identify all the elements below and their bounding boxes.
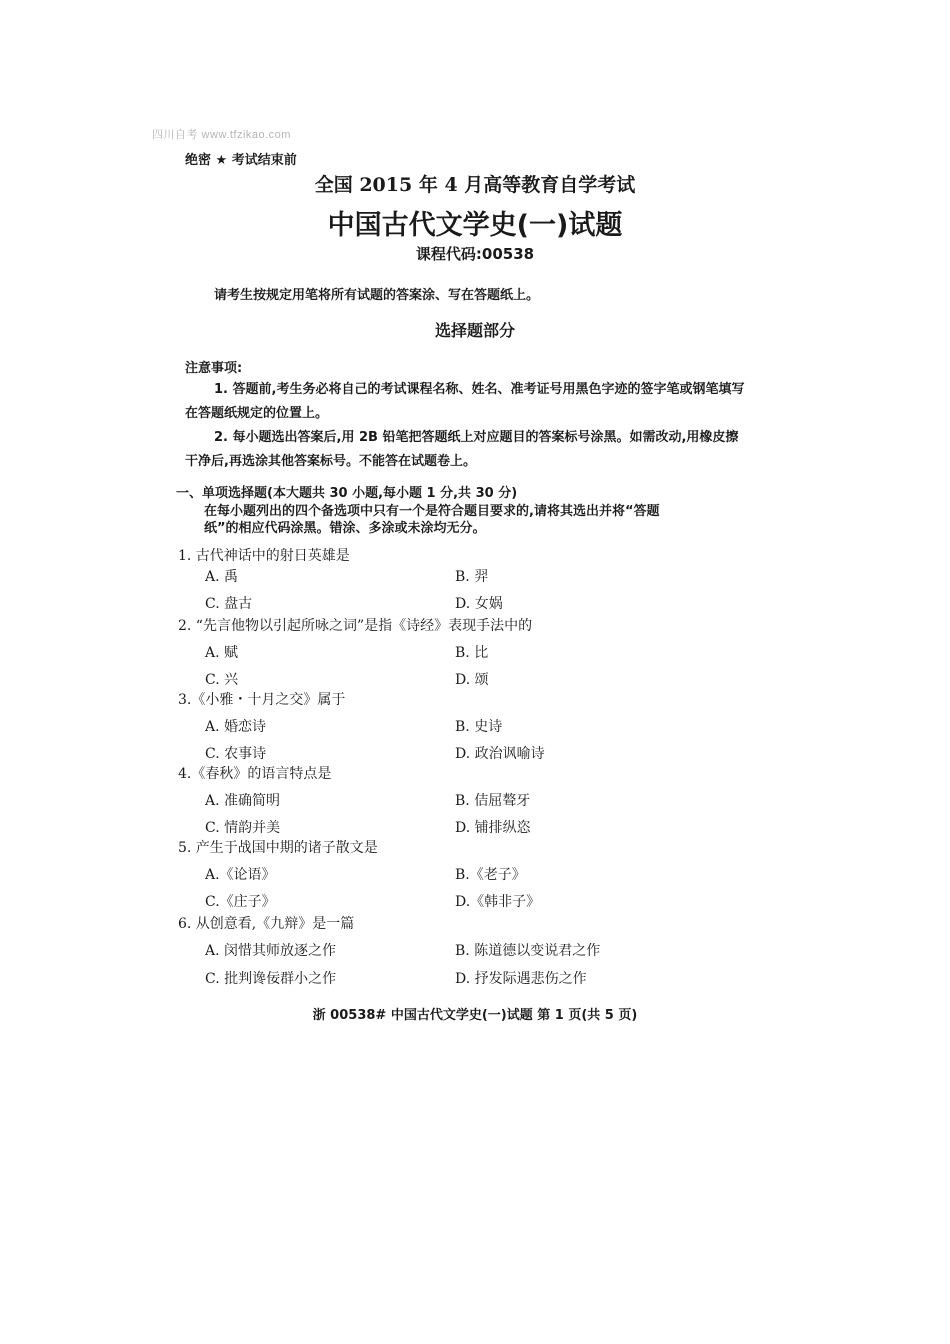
option-c: C. 批判谗佞群小之作 bbox=[205, 971, 337, 987]
question-stem: 1. 古代神话中的射日英雄是 bbox=[178, 548, 350, 564]
part-description: 在每小题列出的四个备选项中只有一个是符合题目要求的,请将其选出并将“答题 bbox=[204, 504, 660, 519]
question-stem: 5. 产生于战国中期的诸子散文是 bbox=[178, 840, 378, 856]
watermark-text: 四川自考 www.tfzikao.com bbox=[152, 129, 291, 141]
secret-label: 绝密 bbox=[185, 153, 212, 168]
note-line: 1. 答题前,考生务必将自己的考试课程名称、姓名、准考证号用黑色字迹的签字笔或钢笔填写 bbox=[214, 382, 745, 397]
option-d: D. 颂 bbox=[455, 672, 489, 688]
option-a: A. 准确简明 bbox=[205, 793, 281, 809]
question-stem: 4.《春秋》的语言特点是 bbox=[178, 766, 332, 782]
option-d: D. 抒发际遇悲伤之作 bbox=[455, 971, 587, 987]
page-title: 中国古代文学史(一)试题 bbox=[327, 210, 623, 241]
option-a: A. 禹 bbox=[205, 569, 239, 585]
option-d: D. 女娲 bbox=[455, 596, 503, 612]
note-line: 干净后,再选涂其他答案标号。不能答在试题卷上。 bbox=[185, 454, 476, 469]
question-stem: 2. “先言他物以引起所咏之词”是指《诗经》表现手法中的 bbox=[178, 618, 533, 634]
note-line: 在答题纸规定的位置上。 bbox=[185, 406, 329, 421]
option-b: B.《老子》 bbox=[455, 867, 526, 883]
option-d: D.《韩非子》 bbox=[455, 894, 541, 910]
option-a: A.《论语》 bbox=[205, 867, 276, 883]
option-a: A. 闵惜其师放逐之作 bbox=[205, 943, 337, 959]
page-footer: 浙 00538# 中国古代文学史(一)试题 第 1 页(共 5 页) bbox=[312, 1008, 638, 1023]
star-icon: ★ bbox=[215, 153, 228, 168]
option-c: C. 情韵并美 bbox=[205, 820, 281, 836]
general-instruction: 请考生按规定用笔将所有试题的答案涂、写在答题纸上。 bbox=[214, 288, 540, 303]
note-line: 2. 每小题选出答案后,用 2B 铅笔把答题纸上对应题目的答案标号涂黑。如需改动,用橡皮擦 bbox=[214, 430, 739, 445]
option-c: C. 盘古 bbox=[205, 596, 253, 612]
option-d: D. 政治讽喻诗 bbox=[455, 746, 545, 762]
option-b: B. 史诗 bbox=[455, 719, 503, 735]
part-description: 纸”的相应代码涂黑。错涂、多涂或未涂均无分。 bbox=[204, 521, 486, 536]
option-b: B. 陈道德以变说君之作 bbox=[455, 943, 601, 959]
option-c: C. 兴 bbox=[205, 672, 239, 688]
part-heading: 一、单项选择题(本大题共 30 小题,每小题 1 分,共 30 分) bbox=[176, 486, 518, 501]
option-b: B. 羿 bbox=[455, 569, 489, 585]
exam-session-line: 全国 2015 年 4 月高等教育自学考试 bbox=[314, 174, 636, 196]
option-a: A. 赋 bbox=[205, 645, 239, 661]
question-stem: 3.《小雅・十月之交》属于 bbox=[178, 692, 346, 708]
question-stem: 6. 从创意看,《九辩》是一篇 bbox=[178, 916, 355, 932]
confidential-label bbox=[185, 149, 297, 168]
secret-status: 考试结束前 bbox=[231, 153, 297, 168]
option-b: B. 佶屈聱牙 bbox=[455, 793, 531, 809]
notes-title: 注意事项: bbox=[185, 361, 243, 376]
option-b: B. 比 bbox=[455, 645, 489, 661]
course-code: 课程代码:00538 bbox=[415, 245, 535, 263]
option-c: C. 农事诗 bbox=[205, 746, 267, 762]
option-d: D. 铺排纵恣 bbox=[455, 820, 531, 836]
section-title: 选择题部分 bbox=[434, 321, 515, 340]
option-a: A. 婚恋诗 bbox=[205, 719, 267, 735]
option-c: C.《庄子》 bbox=[205, 894, 276, 910]
